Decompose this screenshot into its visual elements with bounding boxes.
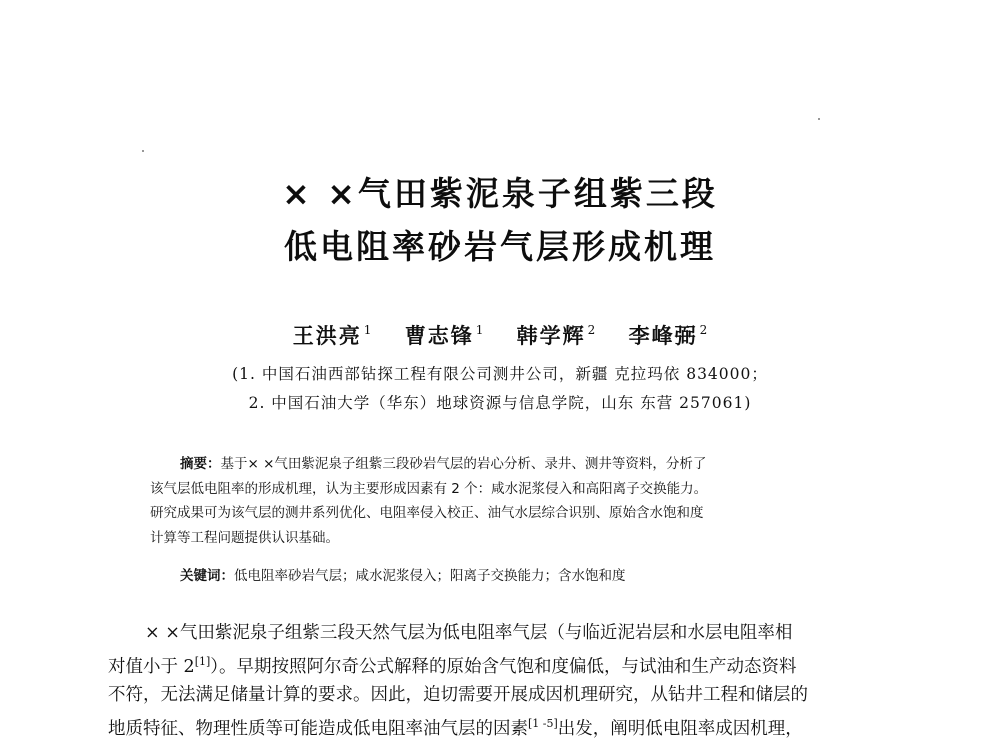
keywords: [180, 564, 880, 584]
affiliation-mark: 1: [476, 323, 484, 337]
author: [629, 320, 708, 350]
title-line-2: 低电阻率砂岩气层形成机理: [0, 221, 1000, 268]
abstract-line: 该气层低电阻率的形成机理，认为主要形成因素有 2 个：咸水泥浆侵入和高阳离子交换能力。: [150, 477, 860, 502]
title-line-1: × ×气田紫泥泉子组紫三段: [0, 168, 1000, 215]
affiliation-1: (1. 中国石油西部钻探工程有限公司测井公司，新疆 克拉玛依 834000；: [0, 362, 1000, 384]
abstract-label: 摘要：: [180, 456, 221, 472]
author: [293, 320, 372, 350]
affiliation-mark: 2: [700, 323, 708, 337]
body-line: [108, 648, 898, 682]
abstract-text: 基于× ×气田紫泥泉子组紫三段砂岩气层的岩心分析、录井、测井等资料，分析了: [221, 456, 707, 472]
scan-speck: [142, 150, 144, 152]
abstract-line: [150, 452, 860, 477]
author-name: 韩学辉: [517, 323, 586, 348]
abstract: [150, 452, 860, 550]
affiliation-mark: 1: [364, 323, 372, 337]
body-text-fragment: ）。早期按照阿尔奇公式解释的原始含气饱和度偏低，与试油和生产动态资料: [210, 657, 796, 677]
author-name: 曹志锋: [405, 323, 474, 348]
citation: [1 -5]: [528, 717, 558, 730]
author-list: [0, 320, 1000, 350]
citation: [1]: [195, 655, 211, 668]
body-text-fragment: 出发，阐明低电阻率成因机理，: [558, 719, 803, 739]
body-line: [108, 710, 898, 743]
author: [405, 320, 484, 350]
body-text-fragment: 地质特征、物理性质等可能造成低电阻率油气层的因素: [108, 719, 528, 739]
abstract-line: 研究成果可为该气层的测井系列优化、电阻率侵入校正、油气水层综合识别、原始含水饱和度: [150, 501, 860, 526]
affiliation-mark: 2: [588, 323, 596, 337]
abstract-line: 计算等工程问题提供认识基础。: [150, 526, 860, 551]
body-text-fragment: 对值小于 2: [108, 657, 195, 677]
keywords-label: 关键词：: [180, 568, 234, 584]
author: [517, 320, 596, 350]
body-line: × ×气田紫泥泉子组紫三段天然气层为低电阻率气层（与临近泥岩层和水层电阻率相: [108, 619, 898, 648]
author-name: 王洪亮: [293, 323, 362, 348]
affiliation-2: 2. 中国石油大学（华东）地球资源与信息学院，山东 东营 257061): [0, 391, 1000, 413]
body-text: [108, 619, 898, 743]
author-name: 李峰弼: [629, 323, 698, 348]
scan-speck: [818, 118, 820, 120]
body-line: 不符，无法满足储量计算的要求。因此，迫切需要开展成因机理研究，从钻井工程和储层的: [108, 681, 898, 710]
keywords-text: 低电阻率砂岩气层；咸水泥浆侵入；阳离子交换能力；含水饱和度: [234, 568, 626, 584]
